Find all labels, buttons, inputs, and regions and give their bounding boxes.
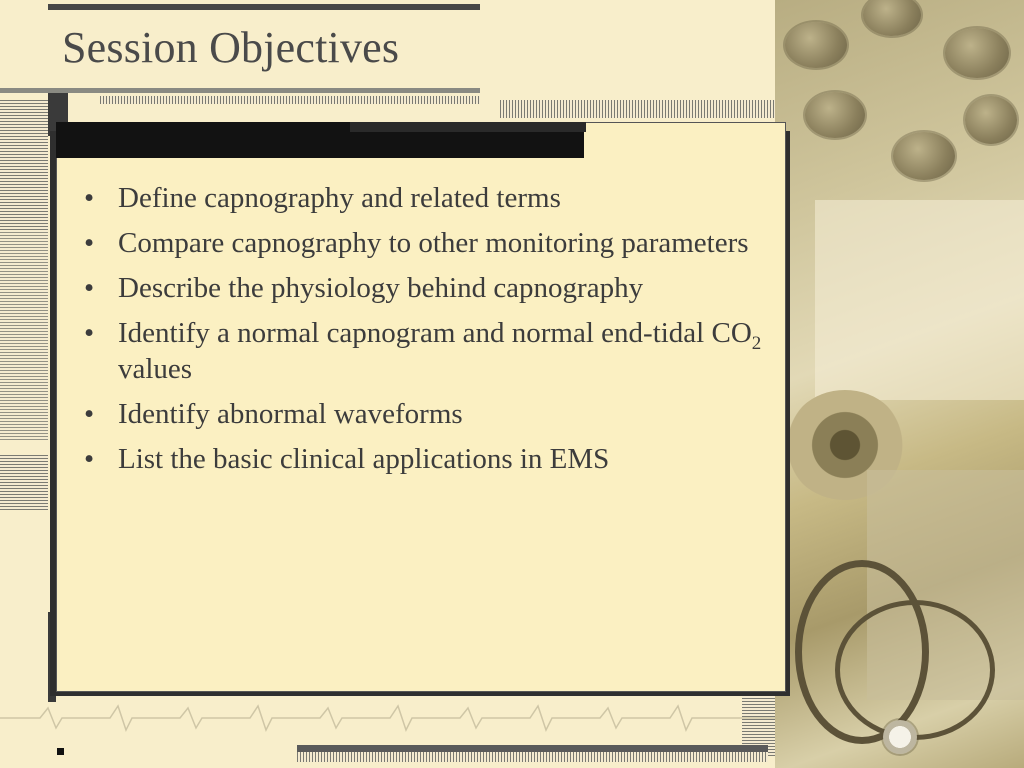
pill-image-4: [805, 92, 865, 138]
pill-image-2: [863, 0, 921, 36]
medical-photo-collage: [775, 0, 1024, 768]
list-item: • Identify abnormal waveforms: [74, 396, 764, 432]
top-stripe-band: [100, 96, 480, 104]
slide-title: Session Objectives: [62, 23, 400, 72]
left-stripe-block-low: [0, 455, 48, 510]
stethoscope-chestpiece: [883, 720, 917, 754]
slide-marker-square: [57, 748, 64, 755]
left-stripe-block-mid: [0, 230, 48, 440]
pill-image-6: [965, 96, 1017, 144]
top-stripe-band-right: [500, 100, 775, 118]
bottom-stripe-band: [297, 752, 768, 762]
pill-image-1: [785, 22, 847, 68]
pill-image-5: [893, 132, 955, 180]
co2-subscript: 2: [751, 332, 762, 354]
xray-haze: [815, 200, 1024, 400]
pill-image-3: [945, 28, 1009, 78]
objectives-list: [74, 180, 764, 486]
list-item: • Identify a normal capnogram and normal end-tidal $CO_2$ values: [74, 315, 764, 387]
left-stripe-block-top: [0, 100, 48, 230]
list-item: • List the basic clinical applications in EMS: [74, 441, 764, 477]
stethoscope-tube-2: [835, 600, 995, 740]
list-item: • Define capnography and related terms: [74, 180, 764, 216]
top-grey-rule: [0, 88, 480, 93]
title-top-rule: [48, 4, 480, 10]
ecg-trace-decoration: [0, 698, 775, 738]
content-header-bar-accent: [350, 122, 586, 132]
list-item: • Compare capnography to other monitoring parameters: [74, 225, 764, 261]
list-item: • Describe the physiology behind capnography: [74, 270, 764, 306]
